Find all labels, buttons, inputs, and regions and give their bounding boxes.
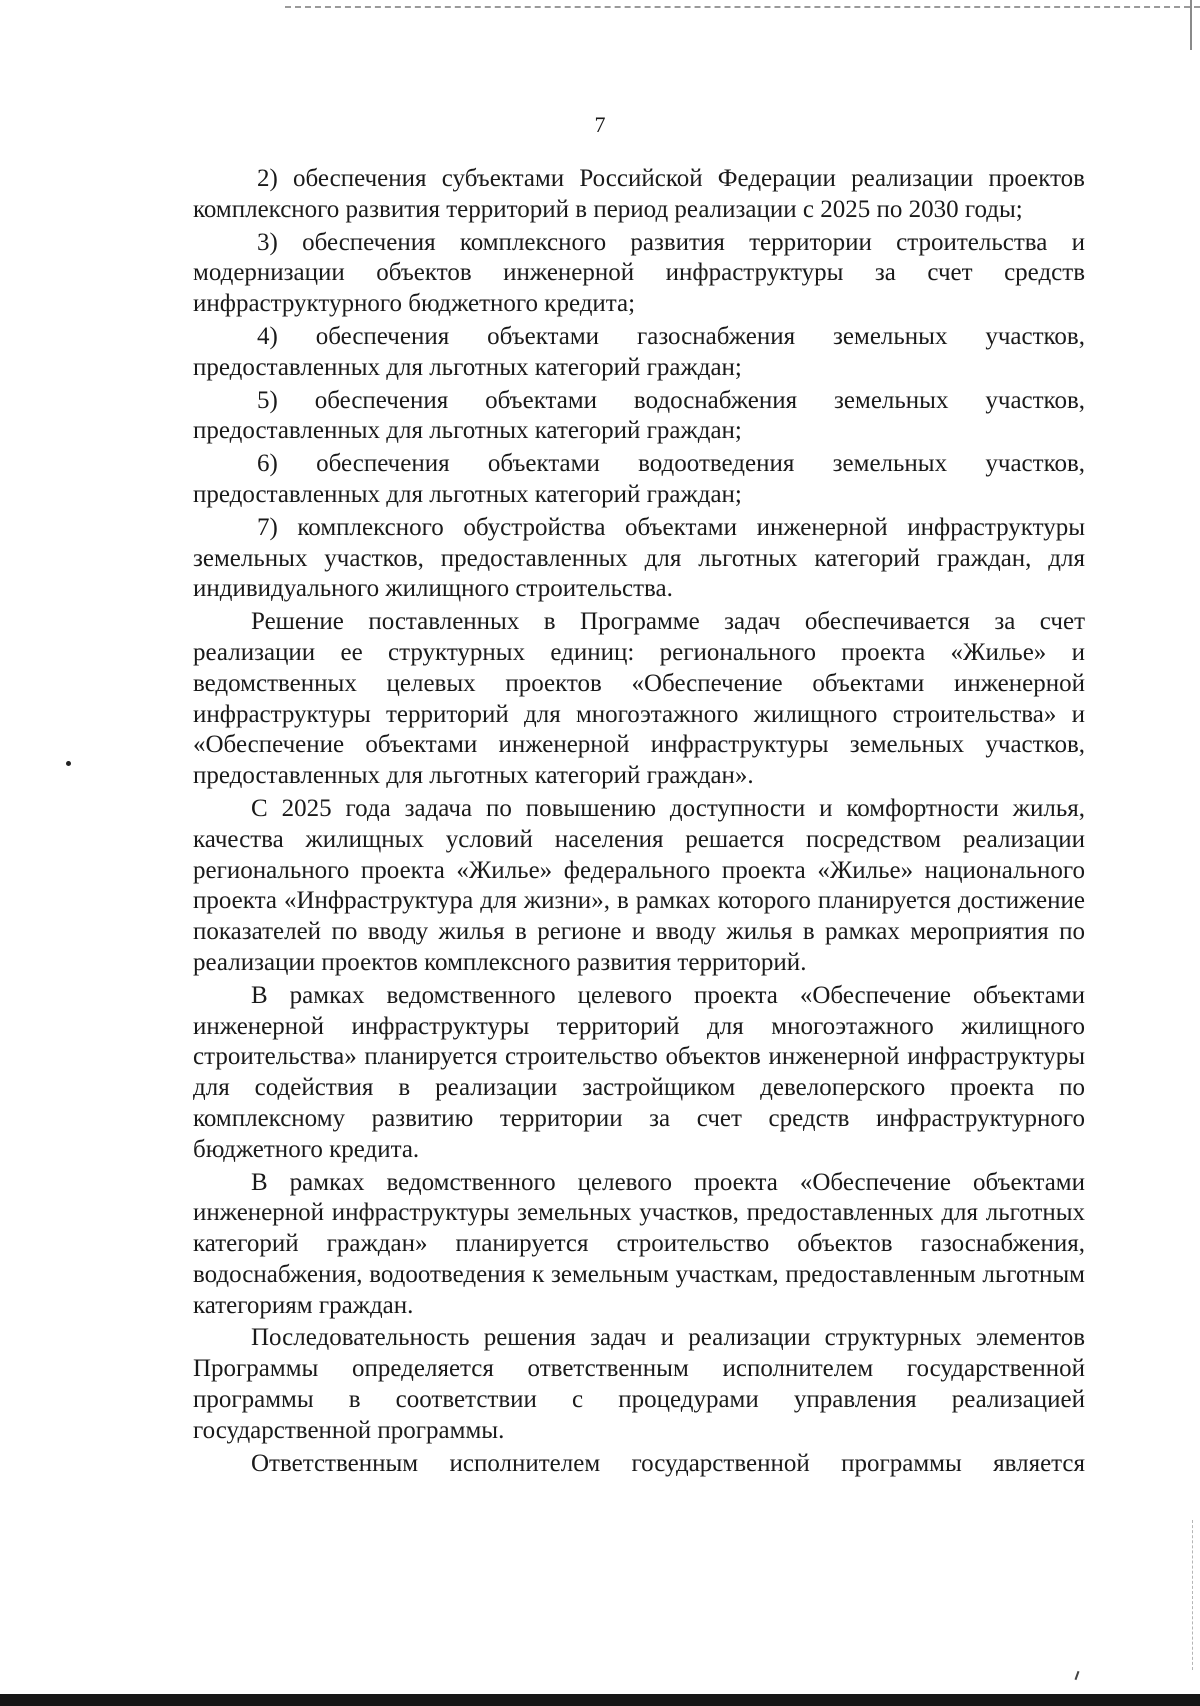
paragraph-housing-2025: С 2025 года задача по повышению доступности и комфортности жилья, качества жилищных условий населения решается посредством реализации регионального проекта «Жилье» федерального проекта «Жилье» национального проекта «Инфраструктура для жизни», в рамках которого планируется достижение показателей по вводу жилья в регионе и вводу жилья в рамках мероприятия по реализации проектов комплексного развития территорий. (193, 794, 1085, 976)
list-item-6: 6) обеспечения объектами водоотведения земельных участков, предоставленных для льготных категорий граждан; (193, 450, 1085, 508)
list-item-4: 4) обеспечения объектами газоснабжения земельных участков, предоставленных для льготных категорий граждан; (193, 322, 1085, 381)
paragraph-sequence: Последовательность решения задач и реализации структурных элементов Программы определяется ответственным исполнителем государственной программы в соответствии с процедурами управления реализацией государственной программы. (193, 1324, 1085, 1444)
scan-right-edge (1190, 0, 1192, 50)
paragraph-multistorey-project: В рамках ведомственного целевого проекта «Обеспечение объектами инженерной инфраструктуры территорий для многоэтажного жилищного строительства» планируется строительство объектов инженерной инфраструктуры для содействия в реализации застройщиком девелоперского проекта по комплексному развитию территории за счет средств инфраструктурного бюджетного кредита. (193, 981, 1085, 1163)
paragraph-responsible-executor: Ответственным исполнителем государственной программы является (251, 1449, 1085, 1477)
scan-top-edge (285, 6, 1200, 10)
list-item-2: 2) обеспечения субъектами Российской Федерации реализации проектов комплексного развития территорий в период реализации с 2025 по 2030 годы; (193, 165, 1085, 223)
scan-mark (1075, 1671, 1080, 1680)
paragraph-preferential-project: В рамках ведомственного целевого проекта «Обеспечение объектами инженерной инфраструктуры земельных участков, предоставленных для льготных категорий граждан» планируется строительство объектов газоснабжения, водоснабжения, водоотведения к земельным участкам, предоставленным льготным категориям граждан. (193, 1168, 1085, 1319)
scan-speck (66, 761, 71, 766)
list-item-7: 7) комплексного обустройства объектами инженерной инфраструктуры земельных участков, предоставленных для льготных категорий граждан, для индивидуального жилищного строительства. (193, 513, 1085, 603)
scan-bottom-edge (0, 1694, 1200, 1706)
document-body (193, 164, 1085, 1479)
list-item-3: 3) обеспечения комплексного развития территории строительства и модернизации объектов инженерной инфраструктуры за счет средств инфраструктурного бюджетного кредита; (193, 228, 1085, 318)
page-number: 7 (594, 112, 606, 137)
scan-right-faint-edge (1192, 1520, 1193, 1670)
list-item-5: 5) обеспечения объектами водоснабжения земельных участков, предоставленных для льготных категорий граждан; (193, 386, 1085, 445)
paragraph-program-tasks: Решение поставленных в Программе задач обеспечивается за счет реализации ее структурных единиц: регионального проекта «Жилье» и ведомственных целевых проектов «Обеспечение объектами инженерной инфраструктуры территорий для многоэтажного жилищного строительства» и «Обеспечение объектами инженерной инфраструктуры земельных участков, предоставленных для льготных категорий граждан». (193, 608, 1085, 790)
